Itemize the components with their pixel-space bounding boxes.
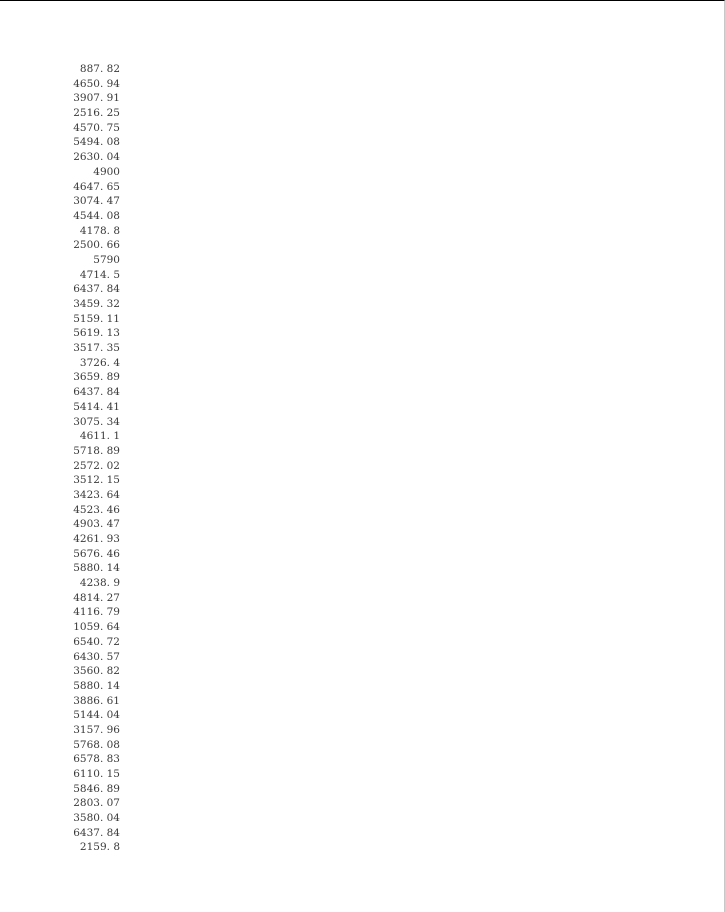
value-row: 6110. 15	[73, 768, 120, 780]
value-row: 3459. 32	[73, 298, 120, 310]
value-column	[40, 62, 120, 855]
value-row: 2500. 66	[73, 239, 120, 252]
value-row: 5718. 89	[73, 444, 120, 457]
value-row: 2159. 8	[79, 841, 120, 854]
value-row: 4611. 1	[79, 430, 120, 443]
value-row: 3075. 34	[73, 415, 120, 428]
value-row: 5494. 08	[73, 136, 120, 149]
value-row: 4647. 65	[73, 180, 120, 193]
value-row: 3512. 15	[73, 474, 120, 487]
value-row: 5619. 13	[73, 327, 120, 340]
value-row: 3886. 61	[73, 694, 120, 707]
value-row: 4900	[93, 165, 120, 178]
value-row: 3580. 04	[73, 812, 120, 825]
value-row: 2516. 25	[73, 107, 120, 120]
value-row: 4903. 47	[73, 518, 120, 531]
value-row: 3074. 47	[73, 195, 120, 208]
value-row: 5414. 41	[73, 400, 120, 413]
value-row: 5790	[93, 253, 120, 266]
value-row: 2803. 07	[73, 797, 120, 810]
value-row: 4570. 75	[73, 121, 120, 134]
value-row: 4814. 27	[73, 591, 120, 604]
value-row: 6437. 84	[73, 283, 120, 296]
value-row: 6540. 72	[73, 635, 120, 648]
value-row: 6430. 57	[73, 650, 120, 663]
value-row: 4238. 9	[79, 577, 120, 590]
value-row: 1059. 64	[73, 621, 120, 634]
value-row: 3659. 89	[73, 371, 120, 384]
value-row: 5768. 08	[73, 738, 120, 751]
value-row: 2630. 04	[73, 151, 120, 164]
value-row: 3907. 91	[73, 92, 120, 105]
value-row: 5880. 14	[73, 679, 120, 692]
value-row: 4178. 8	[79, 224, 120, 237]
value-row: 3157. 96	[73, 723, 120, 736]
value-row: 6437. 84	[73, 386, 120, 399]
value-row: 5144. 04	[73, 709, 120, 722]
value-row: 887. 82	[79, 63, 120, 75]
value-row: 3517. 35	[73, 342, 120, 355]
value-row: 6578. 83	[73, 753, 120, 766]
value-row: 6437. 84	[73, 826, 120, 839]
value-row: 5159. 11	[73, 312, 120, 325]
value-row: 4116. 79	[73, 606, 120, 619]
value-row: 5676. 46	[73, 547, 120, 560]
value-row: 3726. 4	[79, 356, 120, 369]
value-row: 2572. 02	[73, 459, 120, 472]
value-row: 4714. 5	[79, 268, 120, 281]
value-row: 5846. 89	[73, 782, 120, 795]
value-row: 4523. 46	[73, 503, 120, 516]
value-row: 4544. 08	[73, 209, 120, 222]
value-row: 4650. 94	[73, 77, 120, 90]
value-row: 5880. 14	[73, 562, 120, 575]
value-row: 3423. 64	[73, 488, 120, 501]
value-row: 4261. 93	[73, 533, 120, 545]
value-row: 3560. 82	[73, 665, 120, 678]
